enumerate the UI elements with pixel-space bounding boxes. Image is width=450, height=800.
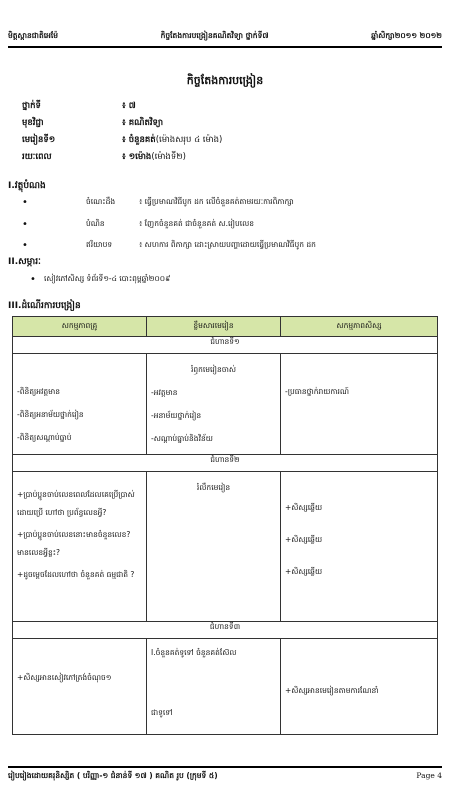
info-value: ៖ គណិតវិទ្យា (122, 117, 164, 128)
bullet-icon: • (22, 196, 28, 208)
stage-label: ជំហានទី២ (13, 455, 438, 472)
table-header-row (13, 317, 438, 337)
student-activity: +សិស្សឆ្លើយ +សិស្សឆ្លើយ +សិស្សឆ្លើយ (281, 472, 438, 622)
lesson-procedure-table (12, 316, 438, 735)
info-row-duration (22, 149, 382, 166)
info-value: ៖ ចំនួនគត់(ម៉ោងសរុប ៤ ម៉ោង) (122, 134, 223, 145)
section-materials-heading: II.សម្ភារៈ (8, 257, 41, 267)
objective-item (22, 193, 442, 211)
material-item (30, 274, 170, 285)
document-title: កិច្ចតែងការបង្រៀន (186, 74, 264, 87)
objective-content: ៖ សហការ ពិភាក្សា ដោះស្រាយបញ្ហាដោយធ្វើប្រមាណវិធីបូក ដក (139, 239, 316, 249)
teacher-activity: +សិស្សអានសៀវភៅត្រង់ចំណុច១ (13, 639, 147, 735)
info-value: ៖ ១ម៉ោង(ម៉ោងទី២) (122, 151, 186, 162)
info-row-lesson (22, 132, 382, 149)
info-label: រយៈពេល (22, 151, 52, 162)
stage-label: ជំហានទី៣ (13, 622, 438, 639)
bullet-icon: • (22, 218, 28, 230)
objective-item (22, 215, 442, 233)
stage-row (13, 337, 438, 354)
column-header: ខ្លឹមសារមេរៀន (147, 317, 281, 337)
bullet-icon: • (22, 239, 28, 251)
lesson-content: រំលឹកមេរៀន (147, 472, 281, 622)
info-label: មុខវិជ្ជា (22, 117, 44, 128)
objective-content: ៖ ធ្វើប្រមាណវិធីបូក ដក លើចំនួនគត់តាមរយៈការពិភាក្សា (139, 196, 294, 206)
objective-kind: ចំណេះដឹង (86, 196, 116, 206)
info-row-subject (22, 115, 382, 132)
teacher-activity: +ប្រាប់ប្អូនចាប់លេខពេលដែលគេប្រើប្រាស់ ដោយប្រើ ហៅថា ប្រព័ន្ធលេខអ្វី? +ប្រាប់ប្អូនចាប់លេខនោះមានចំនួនលេខ? មានលេខអ្វីខ្លះ? +ដូចម្តេចដែលហៅថា ចំនួនគត់ ធម្មជាតិ ? (13, 472, 147, 622)
info-label: មេរៀនទី១ (22, 134, 56, 145)
table-row (13, 639, 438, 735)
teacher-activity: -ពិនិត្យអវត្តមាន -ពិនិត្យអនាម័យថ្នាក់រៀន -ពិនិត្យសណ្តាប់ធ្នាប់ (13, 354, 147, 455)
page-header (8, 18, 442, 48)
info-label: ថ្នាក់ទី (22, 100, 41, 111)
lesson-content: I.ចំនួនគត់ទូទៅ ចំនួនគត់ស៊ែល ជាទូទៅ (147, 639, 281, 735)
header-school: មិត្តស្ពានជាតិអេម៉ែ (8, 31, 58, 40)
bullet-icon: • (30, 274, 36, 285)
material-text: សៀវភៅសិស្ស ទំព័រទី១-៤ បោះពុម្ពឆ្នាំ២០០៩ (44, 274, 171, 283)
page-number: Page 4 (416, 771, 442, 780)
lesson-content: រំឭកមេរៀនចាស់ -អវត្តមាន -អនាម័យថ្នាក់រៀន -សណ្តាប់ធ្នាប់និងវិន័យ (147, 354, 281, 455)
lesson-info (22, 98, 382, 166)
stage-label: ជំហានទី១ (13, 337, 438, 354)
info-value: ៖ ៧ (122, 100, 136, 111)
column-header: សកម្មភាពសិស្ស (281, 317, 438, 337)
section-objectives-heading: I.វត្ថុបំណង (8, 181, 46, 191)
student-activity: +សិស្សអានមេរៀនតាមការណែនាំ (281, 639, 438, 735)
objective-item (22, 236, 442, 254)
table-row (13, 472, 438, 622)
stage-row (13, 622, 438, 639)
info-row-grade (22, 98, 382, 115)
header-school-year: ឆ្នាំសិក្សា២០១១ ២០១២ (371, 31, 442, 40)
header-doc-title: កិច្ចតែងការបង្រៀនគណិតវិទ្យា ថ្នាក់ទី៧ (160, 31, 269, 40)
student-activity: -ប្រធានថ្នាក់រាយការណ៍ (281, 354, 438, 455)
footer-author: រៀបរៀងដោយគរុនិស្សិត ( បរិញ្ញា-១ ជំនាន់ទី ១៧ ) គណិត រូប (ក្រុមទី ៥) (8, 771, 218, 780)
table-row (13, 354, 438, 455)
objective-kind: ឥរិយាបទ (86, 239, 113, 249)
objective-content: ៖ ញែកចំនួនគត់ ជាចំនួនគត់ ស.រៀបលេខ (139, 218, 255, 228)
objective-kind: បំណិន (86, 218, 105, 228)
page-footer (8, 766, 442, 782)
section-procedure-heading: III.ដំណើរការបង្រៀន (8, 301, 81, 311)
stage-row (13, 455, 438, 472)
column-header: សកម្មភាពគ្រូ (13, 317, 147, 337)
